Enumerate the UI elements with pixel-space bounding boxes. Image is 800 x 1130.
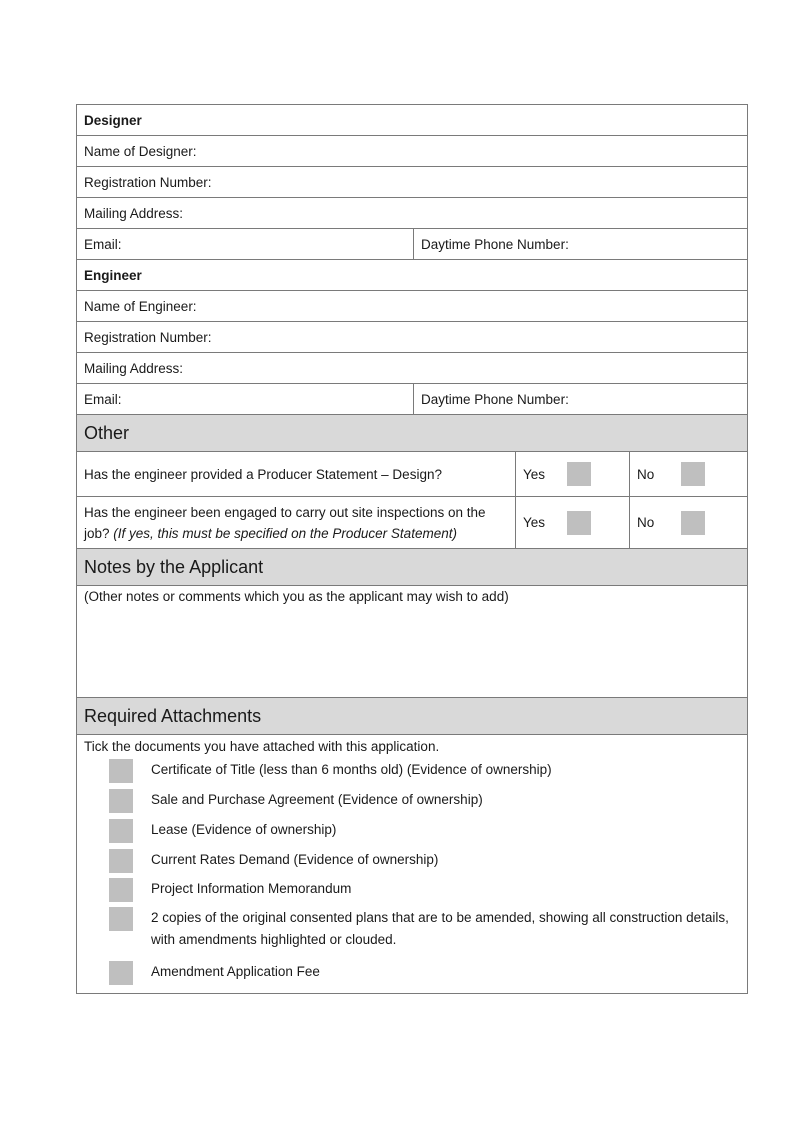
yes-label: Yes [523,515,546,530]
notes-hint: (Other notes or comments which you as the applicant may wish to add) [84,589,509,604]
engineer-contact-row [77,384,747,415]
no-checkbox[interactable] [681,462,705,486]
engineer-heading-row [77,260,747,291]
engineer-address-field[interactable] [77,353,747,384]
attachment-item [109,789,740,819]
attachment-label: Current Rates Demand (Evidence of ownership) [151,852,439,867]
yes-option [515,452,629,496]
attachment-checkbox[interactable] [109,759,133,783]
question-main-text: Has the engineer been engaged to carry out site inspections on the job? [84,504,486,541]
attachment-label: Project Information Memorandum [151,881,352,896]
engineer-email-field[interactable]: Email: [84,391,122,407]
attachment-checkbox[interactable] [109,907,133,931]
question-row-producer-statement [77,452,747,497]
designer-name-label: Name of Designer: [84,143,197,159]
attachment-item [109,878,740,907]
attachment-item [109,849,740,878]
designer-contact-row [77,229,747,260]
no-option [629,452,747,496]
yes-checkbox[interactable] [567,511,591,535]
yes-label: Yes [523,466,546,482]
question-row-site-inspections [77,497,747,549]
attachments-body [77,735,747,993]
attachments-section-header [77,698,747,735]
attachment-checkbox[interactable] [109,789,133,813]
notes-heading: Notes by the Applicant [77,549,747,585]
no-option [629,497,747,548]
attachment-checkbox[interactable] [109,819,133,843]
engineer-name-field[interactable] [77,291,747,322]
yes-option [515,497,629,548]
question-note: (If yes, this must be specified on the Producer Statement) [113,525,457,541]
engineer-registration-label: Registration Number: [84,329,212,345]
attachment-checkbox[interactable] [109,961,133,985]
no-label: No [637,515,655,530]
engineer-name-label: Name of Engineer: [84,298,197,314]
attachment-item [109,961,740,987]
attachment-item [109,907,740,961]
other-heading: Other [77,415,747,451]
notes-field[interactable] [77,586,747,698]
attachment-label: 2 copies of the original consented plans that are to be amended, showing all construction details, with amendments highlighted or clouded. [151,910,729,947]
application-form [76,104,748,994]
attachment-item [109,819,740,849]
attachments-heading: Required Attachments [77,698,747,734]
engineer-registration-field[interactable] [77,322,747,353]
attachment-label: Amendment Application Fee [151,964,320,979]
engineer-phone-field[interactable]: Daytime Phone Number: [413,384,747,414]
designer-heading-row [77,105,747,136]
attachment-label: Lease (Evidence of ownership) [151,822,337,837]
attachment-label: Certificate of Title (less than 6 months old) (Evidence of ownership) [151,762,552,777]
no-label: No [637,466,655,482]
question-text: Has the engineer provided a Producer Statement – Design? [84,466,442,482]
attachment-label: Sale and Purchase Agreement (Evidence of ownership) [151,792,483,807]
engineer-address-label: Mailing Address: [84,360,184,376]
attachment-checkbox[interactable] [109,878,133,902]
designer-address-label: Mailing Address: [84,205,184,221]
engineer-heading: Engineer [84,267,142,283]
other-section-header [77,415,747,452]
attachments-intro: Tick the documents you have attached with this application. [84,739,440,754]
attachment-item [109,759,740,789]
designer-phone-field[interactable]: Daytime Phone Number: [413,229,747,259]
designer-name-field[interactable] [77,136,747,167]
yes-checkbox[interactable] [567,462,591,486]
designer-address-field[interactable] [77,198,747,229]
question-text [77,497,515,548]
designer-heading: Designer [84,112,142,128]
designer-registration-label: Registration Number: [84,174,212,190]
designer-email-field[interactable]: Email: [84,236,122,252]
attachment-checkbox[interactable] [109,849,133,873]
designer-registration-field[interactable] [77,167,747,198]
no-checkbox[interactable] [681,511,705,535]
notes-section-header [77,549,747,586]
